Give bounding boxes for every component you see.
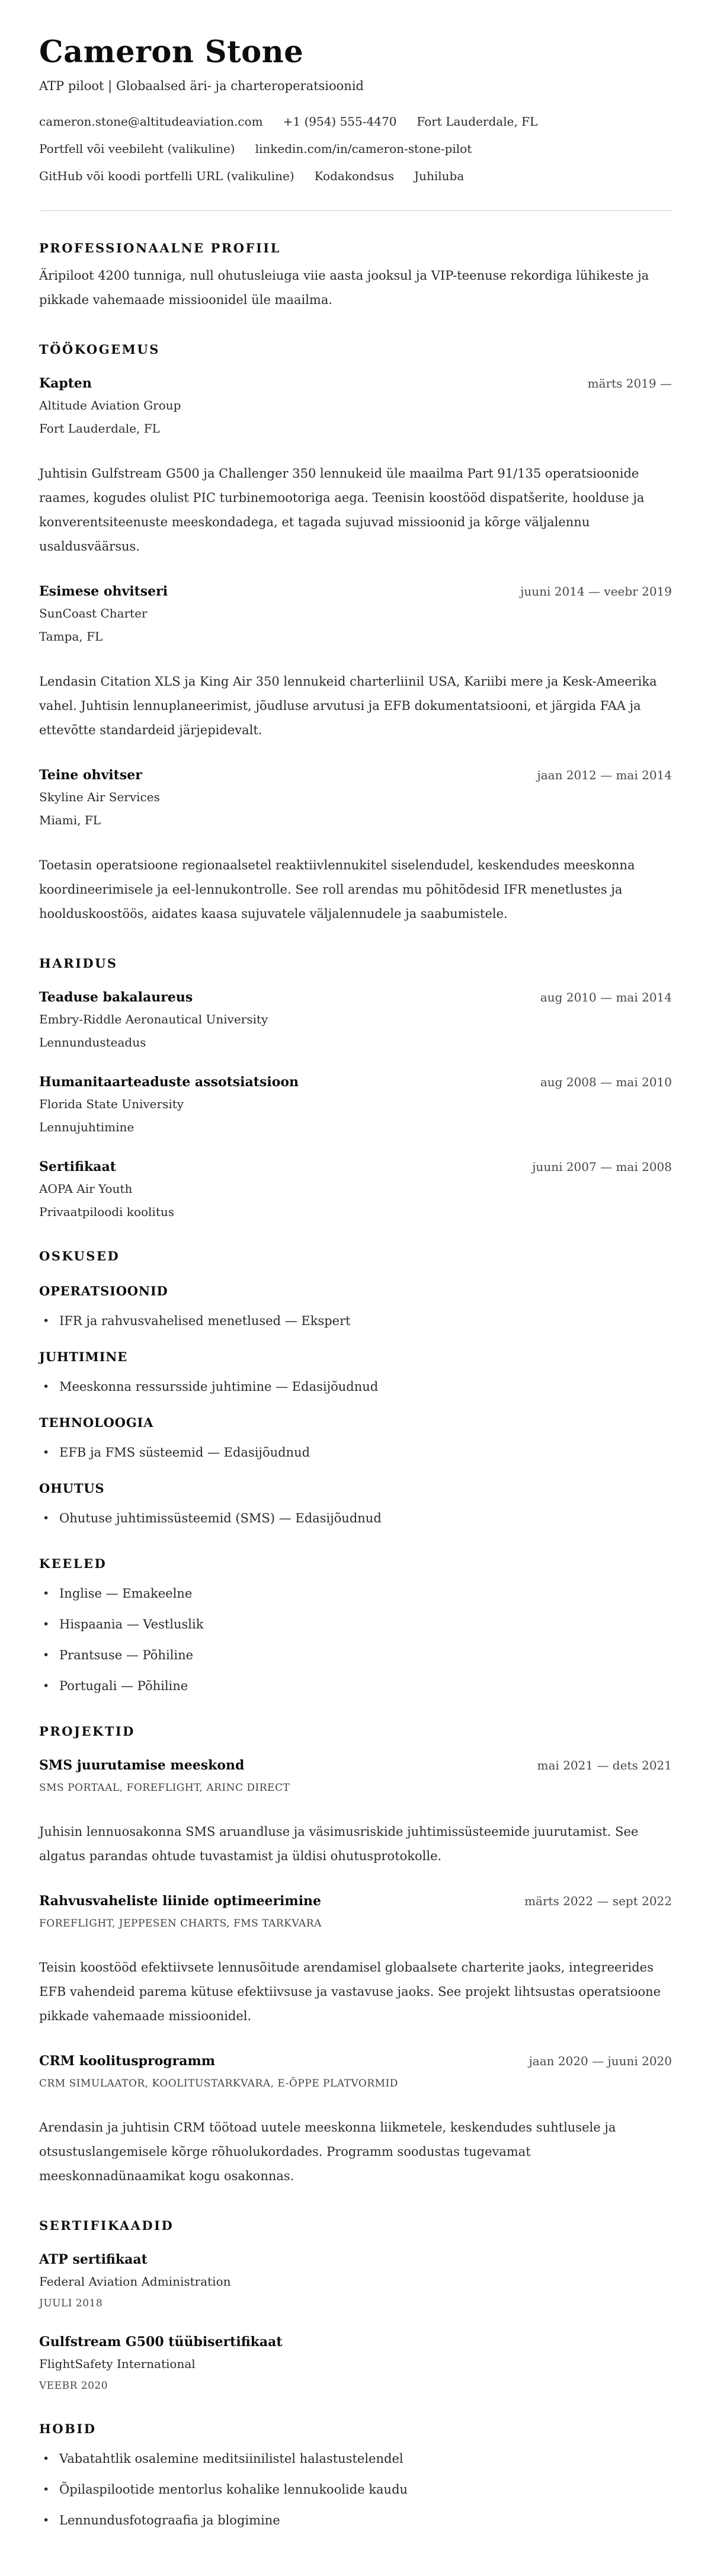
certification-issuer: FlightSafety International xyxy=(39,2356,196,2371)
job-title: Teine ohvitser xyxy=(39,767,142,783)
job-dates: jaan 2012 — mai 2014 xyxy=(537,767,672,782)
hobby-item: • Õpilaspilootide mentorlus kohalike lennukoolide kaudu xyxy=(39,2482,672,2498)
skill-item: • IFR ja rahvusvahelised menetlused — Ekspert xyxy=(39,1313,672,1329)
skill-list xyxy=(39,1511,672,1527)
language-item: • Hispaania — Vestluslik xyxy=(39,1617,672,1633)
section-projects xyxy=(39,1724,672,2188)
certification-name: ATP sertifikaat xyxy=(39,2251,148,2267)
education-field: Lennujuhtimine xyxy=(39,1119,134,1134)
section-heading-projects: PROJEKTID xyxy=(39,1723,135,1739)
education-head xyxy=(39,1074,672,1090)
education-field: Privaatpiloodi koolitus xyxy=(39,1204,175,1219)
education-dates: aug 2008 — mai 2010 xyxy=(540,1074,672,1089)
phone-text: +1 (954) 555-4470 xyxy=(283,114,397,129)
skill-group-heading: TEHNOLOOGIA xyxy=(39,1415,154,1430)
skill-group-heading: OHUTUS xyxy=(39,1480,105,1496)
skill-group-heading: JUHTIMINE xyxy=(39,1349,128,1364)
skill-item: • EFB ja FMS süsteemid — Edasijõudnud xyxy=(39,1445,672,1461)
education-school: Embry-Riddle Aeronautical University xyxy=(39,1012,268,1026)
contact-row-3 xyxy=(39,169,672,183)
job-head xyxy=(39,584,672,599)
certification-date: VEEBR 2020 xyxy=(39,2379,108,2392)
education-degree: Teaduse bakalaureus xyxy=(39,989,193,1005)
job-location: Fort Lauderdale, FL xyxy=(39,421,160,436)
profile-summary: Äripiloot 4200 tunniga, null ohutusleiuga viie aasta jooksul ja VIP-teenuse rekordiga lühikeste ja pikkade vahemaade missioonidel üle maailma. xyxy=(39,268,649,307)
skill-list xyxy=(39,1379,672,1395)
project-tools: SMS PORTAAL, FOREFLIGHT, ARINC DIRECT xyxy=(39,1781,290,1794)
job-head xyxy=(39,376,672,391)
candidate-name: Cameron Stone xyxy=(39,34,304,70)
project-description: Teisin koostööd efektiivsete lennusõitude arendamisel globaalsete charterite jaoks, integreerides EFB vahendeid parema kütuse efektiivsuse ja vastavuse jaoks. See projekt lihtsustas operatsioone pikkade vahemaade missioonidel. xyxy=(39,1960,661,2023)
hobby-item: • Lennundusfotograafia ja blogimine xyxy=(39,2513,672,2529)
education-field: Lennundusteadus xyxy=(39,1035,146,1049)
drivers-license-text: Juhiluba xyxy=(414,168,465,183)
section-hobbies xyxy=(39,2421,672,2529)
project-entry xyxy=(39,2053,672,2188)
citizenship-text: Kodakondsus xyxy=(314,168,395,183)
project-name: Rahvusvaheliste liinide optimeerimine xyxy=(39,1893,322,1909)
language-item: • Portugali — Põhiline xyxy=(39,1678,672,1694)
section-heading-certifications: SERTIFIKAADID xyxy=(39,2217,174,2233)
language-item: • Inglise — Emakeelne xyxy=(39,1586,672,1602)
project-dates: jaan 2020 — juuni 2020 xyxy=(529,2053,672,2068)
project-head xyxy=(39,2053,672,2069)
certification-date: JUULI 2018 xyxy=(39,2297,103,2309)
language-list xyxy=(39,1586,672,1694)
job-entry xyxy=(39,376,672,559)
project-entry xyxy=(39,1758,672,1868)
job-dates: juuni 2014 — veebr 2019 xyxy=(520,584,672,599)
project-entry xyxy=(39,1893,672,2028)
hobby-list xyxy=(39,2451,672,2529)
project-name: CRM koolitusprogramm xyxy=(39,2053,216,2069)
education-school: Florida State University xyxy=(39,1096,184,1111)
contact-row-2 xyxy=(39,142,672,156)
education-dates: juuni 2007 — mai 2008 xyxy=(532,1159,672,1174)
section-heading-hobbies: HOBID xyxy=(39,2421,97,2436)
section-certifications xyxy=(39,2218,672,2392)
education-head xyxy=(39,990,672,1005)
section-heading-languages: KEELED xyxy=(39,1556,107,1571)
section-education xyxy=(39,956,672,1219)
job-description: Toetasin operatsioone regionaalsetel reaktiivlennukitel siselendudel, keskendudes meeskonna koordineerimisele ja eel-lennukontrolle. See roll arendas mu põhitõdesid IFR menetlustes ja hoolduskoostöös, aidates kaasa sujuvatele väljalennudele ja saabumistele. xyxy=(39,857,635,921)
job-description: Juhtisin Gulfstream G500 ja Challenger 350 lennukeid üle maailma Part 91/135 operatsioonide raames, kogudes olulist PIC turbinemootoriga aega. Teenisin koostööd dispatšerite, hoolduse ja konverentsiteenuste meeskondadega, et tagada sujuvad missioonid ja kõrge väljalennu usaldusväärsus. xyxy=(39,466,645,553)
education-head xyxy=(39,1159,672,1175)
section-heading-profile: PROFESSIONAALNE PROFIIL xyxy=(39,240,281,255)
certification-name: Gulfstream G500 tüübisertifikaat xyxy=(39,2334,283,2350)
skill-group-heading: OPERATSIOONID xyxy=(39,1283,168,1298)
education-dates: aug 2010 — mai 2014 xyxy=(540,990,672,1004)
education-entry xyxy=(39,990,672,1049)
section-work-experience xyxy=(39,342,672,926)
job-entry xyxy=(39,767,672,926)
project-tools: FOREFLIGHT, JEPPESEN CHARTS, FMS TARKVARA xyxy=(39,1917,322,1929)
job-company: SunCoast Charter xyxy=(39,606,148,620)
skill-item: • Meeskonna ressursside juhtimine — Edasijõudnud xyxy=(39,1379,672,1395)
certification-entry xyxy=(39,2334,672,2392)
education-degree: Sertifikaat xyxy=(39,1159,116,1175)
section-heading-skills: OSKUSED xyxy=(39,1248,120,1263)
language-item: • Prantsuse — Põhiline xyxy=(39,1647,672,1663)
skill-list xyxy=(39,1313,672,1329)
education-degree: Humanitaarteaduste assotsiatsioon xyxy=(39,1074,299,1090)
location-text: Fort Lauderdale, FL xyxy=(417,114,538,129)
job-head xyxy=(39,767,672,783)
section-professional-profile xyxy=(39,241,672,312)
job-title: Esimese ohvitseri xyxy=(39,583,168,599)
section-languages xyxy=(39,1556,672,1694)
candidate-headline: ATP piloot | Globaalsed äri- ja charteroperatsioonid xyxy=(39,78,364,93)
education-entry xyxy=(39,1074,672,1134)
job-location: Tampa, FL xyxy=(39,629,103,644)
section-heading-education: HARIDUS xyxy=(39,955,118,971)
skill-list xyxy=(39,1445,672,1461)
email-text: cameron.stone@altitudeaviation.com xyxy=(39,114,263,129)
linkedin-text: linkedin.com/in/cameron-stone-pilot xyxy=(255,141,472,156)
header-divider xyxy=(39,210,672,211)
section-heading-experience: TÖÖKOGEMUS xyxy=(39,341,160,357)
certification-entry xyxy=(39,2252,672,2309)
section-skills xyxy=(39,1249,672,1527)
project-dates: mai 2021 — dets 2021 xyxy=(537,1758,672,1772)
github-placeholder-text: GitHub või koodi portfelli URL (valikuline) xyxy=(39,168,294,183)
hobby-item: • Vabatahtlik osalemine meditsiinilistel halastustelendel xyxy=(39,2451,672,2467)
job-title: Kapten xyxy=(39,375,92,391)
job-dates: märts 2019 — xyxy=(587,376,672,391)
skill-item: • Ohutuse juhtimissüsteemid (SMS) — Edasijõudnud xyxy=(39,1511,672,1527)
project-dates: märts 2022 — sept 2022 xyxy=(524,1893,672,1908)
contact-row-1 xyxy=(39,114,672,129)
education-entry xyxy=(39,1159,672,1219)
job-description: Lendasin Citation XLS ja King Air 350 lennukeid charterliinil USA, Kariibi mere ja Kesk-Ameerika vahel. Juhtisin lennuplaneerimist, jõudluse arvutusi ja EFB dokumentatsiooni, et järgida FAA ja ettevõtte standardeid järjepidevalt. xyxy=(39,674,657,737)
job-company: Altitude Aviation Group xyxy=(39,398,181,412)
project-description: Juhisin lennuosakonna SMS aruandluse ja väsimusriskide juhtimissüsteemide juurutamist. See algatus parandas ohtude tuvastamist ja üldisi ohutusprotokolle. xyxy=(39,1824,639,1863)
education-school: AOPA Air Youth xyxy=(39,1181,133,1196)
project-description: Arendasin ja juhtisin CRM töötoad uutele meeskonna liikmetele, keskendudes suhtlusele ja otsustuslangemisele kõrge rõhuolukordades. Programm soodustas tugevamat meeskonnadünaamikat kogu osakonnas. xyxy=(39,2120,616,2183)
job-location: Miami, FL xyxy=(39,812,101,827)
project-head xyxy=(39,1893,672,1909)
job-entry xyxy=(39,584,672,743)
job-company: Skyline Air Services xyxy=(39,789,160,804)
portfolio-placeholder-text: Portfell või veebileht (valikuline) xyxy=(39,141,235,156)
certification-issuer: Federal Aviation Administration xyxy=(39,2274,231,2289)
resume-header xyxy=(39,34,672,211)
project-name: SMS juurutamise meeskond xyxy=(39,1757,245,1773)
project-head xyxy=(39,1758,672,1773)
project-tools: CRM SIMULAATOR, KOOLITUSTARKVARA, E-ÕPPE PLATVORMID xyxy=(39,2077,398,2089)
